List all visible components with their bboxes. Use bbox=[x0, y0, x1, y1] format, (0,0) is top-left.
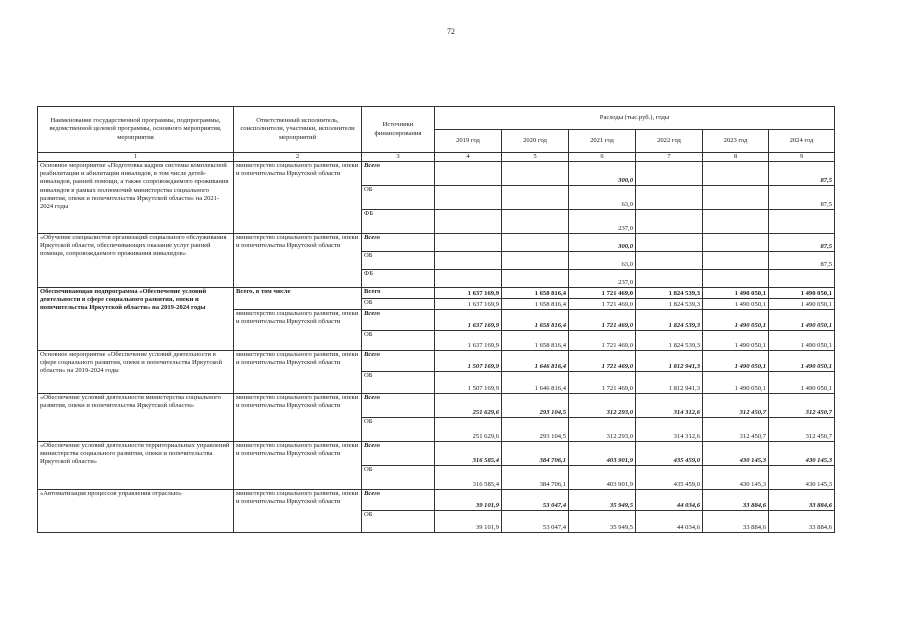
header-year: 2024 год bbox=[769, 130, 835, 153]
column-number: 3 bbox=[362, 153, 435, 162]
value-cell: 53 047,4 bbox=[502, 511, 569, 533]
value-cell: 237,0 bbox=[569, 270, 636, 288]
source-cell: Всего bbox=[362, 162, 435, 186]
value-cell: 300,0 bbox=[569, 162, 636, 186]
header-year: 2020 год bbox=[502, 130, 569, 153]
value-cell: 293 104,5 bbox=[502, 394, 569, 418]
source-cell: ОБ bbox=[362, 466, 435, 490]
source-cell: ОБ bbox=[362, 252, 435, 270]
value-cell: 1 812 941,3 bbox=[636, 372, 703, 394]
row-name: Обеспечивающая подпрограмма «Обеспечение условий деятельности в сфере социального развития, опеки и попечительства Иркутской области» на 2019-2024 годы bbox=[38, 288, 234, 351]
column-number: 8 bbox=[703, 153, 769, 162]
value-cell bbox=[703, 186, 769, 210]
column-number: 1 bbox=[38, 153, 234, 162]
value-cell bbox=[636, 234, 703, 252]
value-cell: 403 901,9 bbox=[569, 442, 636, 466]
value-cell bbox=[502, 252, 569, 270]
row-executor: министерство социального развития, опеки и попечительства Иркутской области bbox=[234, 442, 362, 490]
value-cell: 384 706,1 bbox=[502, 442, 569, 466]
header-source: Источники финансирования bbox=[362, 107, 435, 153]
value-cell: 312 450,7 bbox=[769, 418, 835, 442]
value-cell: 1 812 941,3 bbox=[636, 351, 703, 372]
value-cell: 1 637 169,9 bbox=[435, 331, 502, 351]
value-cell bbox=[502, 234, 569, 252]
value-cell: 1 721 469,0 bbox=[569, 372, 636, 394]
value-cell: 1 658 816,4 bbox=[502, 310, 569, 331]
value-cell: 293 104,5 bbox=[502, 418, 569, 442]
source-cell: Всего bbox=[362, 234, 435, 252]
column-number: 4 bbox=[435, 153, 502, 162]
value-cell: 1 721 469,0 bbox=[569, 288, 636, 299]
row-executor: министерство социального развития, опеки и попечительства Иркутской области bbox=[234, 490, 362, 533]
source-cell: ОБ bbox=[362, 331, 435, 351]
page-number: 72 bbox=[447, 27, 455, 36]
value-cell: 1 637 169,9 bbox=[435, 288, 502, 299]
value-cell bbox=[435, 162, 502, 186]
table-row bbox=[38, 442, 835, 466]
header-executor: Ответственный исполнитель, соисполнители, участники, исполнители мероприятий bbox=[234, 107, 362, 153]
value-cell: 1 490 050,1 bbox=[703, 310, 769, 331]
value-cell bbox=[502, 270, 569, 288]
source-cell: ФБ bbox=[362, 210, 435, 234]
value-cell: 314 312,6 bbox=[636, 394, 703, 418]
header-year: 2023 год bbox=[703, 130, 769, 153]
value-cell bbox=[636, 162, 703, 186]
header-expenses: Расходы (тыс.руб.), годы bbox=[435, 107, 835, 130]
value-cell: 39 101,9 bbox=[435, 511, 502, 533]
value-cell bbox=[636, 270, 703, 288]
row-name: «Автоматизация процессов управления отраслью» bbox=[38, 490, 234, 533]
value-cell: 1 490 050,1 bbox=[769, 351, 835, 372]
value-cell: 1 490 050,1 bbox=[703, 331, 769, 351]
value-cell: 1 490 050,1 bbox=[769, 288, 835, 299]
row-name: Основное мероприятие «Подготовка кадров системы комплексной реабилитации и абилитации инвалидов, в том числе детей-инвалидов, ранней помощи, а также сопровождаемого проживания инвалидов в рамках полномочий министерства социального развития, опеки и попечительства Иркутской области» на 2021-2024 годы bbox=[38, 162, 234, 234]
value-cell bbox=[435, 234, 502, 252]
value-cell: 87,5 bbox=[769, 234, 835, 252]
row-executor-total: Всего, в том числе bbox=[234, 288, 362, 310]
value-cell: 1 824 539,3 bbox=[636, 310, 703, 331]
value-cell: 403 901,9 bbox=[569, 466, 636, 490]
value-cell: 300,0 bbox=[569, 234, 636, 252]
value-cell: 63,0 bbox=[569, 252, 636, 270]
value-cell bbox=[435, 270, 502, 288]
value-cell bbox=[636, 252, 703, 270]
column-number: 6 bbox=[569, 153, 636, 162]
row-executor: министерство социального развития, опеки и попечительства Иркутской области bbox=[234, 394, 362, 442]
value-cell: 1 490 050,1 bbox=[769, 310, 835, 331]
table-row bbox=[38, 234, 835, 252]
row-executor: министерство социального развития, опеки и попечительства Иркутской области bbox=[234, 310, 362, 351]
value-cell: 33 884,6 bbox=[703, 490, 769, 511]
value-cell: 87,5 bbox=[769, 186, 835, 210]
value-cell: 237,0 bbox=[569, 210, 636, 234]
value-cell bbox=[703, 210, 769, 234]
value-cell: 312 293,0 bbox=[569, 394, 636, 418]
value-cell: 35 949,5 bbox=[569, 490, 636, 511]
value-cell: 312 450,7 bbox=[703, 394, 769, 418]
value-cell: 1 646 816,4 bbox=[502, 372, 569, 394]
column-number: 2 bbox=[234, 153, 362, 162]
value-cell bbox=[435, 252, 502, 270]
value-cell: 430 145,3 bbox=[769, 442, 835, 466]
value-cell: 251 629,6 bbox=[435, 418, 502, 442]
value-cell: 1 637 169,9 bbox=[435, 310, 502, 331]
value-cell: 1 490 050,1 bbox=[703, 299, 769, 310]
value-cell bbox=[703, 162, 769, 186]
value-cell: 1 721 469,0 bbox=[569, 299, 636, 310]
value-cell: 1 507 169,9 bbox=[435, 351, 502, 372]
value-cell: 63,0 bbox=[569, 186, 636, 210]
value-cell: 1 490 050,1 bbox=[703, 351, 769, 372]
value-cell: 1 490 050,1 bbox=[703, 372, 769, 394]
value-cell: 39 101,9 bbox=[435, 490, 502, 511]
source-cell: Всего bbox=[362, 394, 435, 418]
value-cell: 316 585,4 bbox=[435, 442, 502, 466]
table-row bbox=[38, 288, 835, 299]
value-cell bbox=[502, 162, 569, 186]
header-name: Наименование государственной программы, подпрограммы, ведомственной целевой программы, основного мероприятия, мероприятия bbox=[38, 107, 234, 153]
value-cell: 87,5 bbox=[769, 162, 835, 186]
value-cell: 33 884,6 bbox=[703, 511, 769, 533]
value-cell bbox=[769, 270, 835, 288]
value-cell: 1 721 469,0 bbox=[569, 331, 636, 351]
source-cell: ОБ bbox=[362, 418, 435, 442]
value-cell: 1 824 539,3 bbox=[636, 288, 703, 299]
value-cell: 1 824 539,3 bbox=[636, 331, 703, 351]
value-cell: 316 585,4 bbox=[435, 466, 502, 490]
value-cell: 251 629,6 bbox=[435, 394, 502, 418]
value-cell: 312 293,0 bbox=[569, 418, 636, 442]
value-cell bbox=[502, 186, 569, 210]
value-cell: 87,5 bbox=[769, 252, 835, 270]
value-cell: 430 145,3 bbox=[703, 466, 769, 490]
value-cell: 384 706,1 bbox=[502, 466, 569, 490]
value-cell: 1 490 050,1 bbox=[703, 288, 769, 299]
table-row bbox=[38, 394, 835, 418]
value-cell: 1 658 816,4 bbox=[502, 288, 569, 299]
value-cell: 1 490 050,1 bbox=[769, 372, 835, 394]
value-cell: 312 450,7 bbox=[703, 418, 769, 442]
row-executor: министерство социального развития, опеки и попечительства Иркутской области bbox=[234, 234, 362, 288]
value-cell bbox=[502, 210, 569, 234]
value-cell: 1 646 816,4 bbox=[502, 351, 569, 372]
column-number: 7 bbox=[636, 153, 703, 162]
value-cell: 1 658 816,4 bbox=[502, 331, 569, 351]
value-cell: 44 034,6 bbox=[636, 490, 703, 511]
table-row bbox=[38, 490, 835, 511]
column-number: 9 bbox=[769, 153, 835, 162]
source-cell: ОБ bbox=[362, 299, 435, 310]
header-year: 2021 год bbox=[569, 130, 636, 153]
source-cell: ФБ bbox=[362, 270, 435, 288]
value-cell: 1 721 469,0 bbox=[569, 351, 636, 372]
source-cell: Всего bbox=[362, 351, 435, 372]
value-cell: 1 507 169,9 bbox=[435, 372, 502, 394]
header-year: 2019 год bbox=[435, 130, 502, 153]
row-name: «Обучение специалистов организаций социального обслуживания Иркутской области, обеспечивающих оказание услуг ранней помощи, сопровождаемого проживания инвалидов» bbox=[38, 234, 234, 288]
value-cell: 435 459,0 bbox=[636, 466, 703, 490]
source-cell: ОБ bbox=[362, 511, 435, 533]
budget-table-container bbox=[37, 106, 834, 533]
source-cell: ОБ bbox=[362, 186, 435, 210]
value-cell: 314 312,6 bbox=[636, 418, 703, 442]
value-cell: 53 047,4 bbox=[502, 490, 569, 511]
value-cell bbox=[636, 210, 703, 234]
value-cell: 1 824 539,3 bbox=[636, 299, 703, 310]
header-year: 2022 год bbox=[636, 130, 703, 153]
value-cell: 1 721 469,0 bbox=[569, 310, 636, 331]
row-executor: министерство социального развития, опеки и попечительства Иркутской области bbox=[234, 351, 362, 394]
row-name: «Обеспечение условий деятельности министерства социального развития, опеки и попечительства Иркутской области» bbox=[38, 394, 234, 442]
source-cell: Всего bbox=[362, 288, 435, 299]
value-cell: 35 949,5 bbox=[569, 511, 636, 533]
value-cell bbox=[435, 186, 502, 210]
table-row bbox=[38, 162, 835, 186]
row-name: «Обеспечение условий деятельности территориальных управлений министерства социального развития, опеки и попечительства Иркутской области» bbox=[38, 442, 234, 490]
value-cell: 435 459,0 bbox=[636, 442, 703, 466]
value-cell: 1 490 050,1 bbox=[769, 299, 835, 310]
source-cell: Всего bbox=[362, 490, 435, 511]
value-cell: 33 884,6 bbox=[769, 490, 835, 511]
value-cell bbox=[636, 186, 703, 210]
value-cell: 1 658 816,4 bbox=[502, 299, 569, 310]
value-cell bbox=[703, 234, 769, 252]
value-cell: 1 490 050,1 bbox=[769, 331, 835, 351]
row-executor: министерство социального развития, опеки и попечительства Иркутской области bbox=[234, 162, 362, 234]
value-cell: 312 450,7 bbox=[769, 394, 835, 418]
value-cell: 33 884,6 bbox=[769, 511, 835, 533]
value-cell: 1 637 169,9 bbox=[435, 299, 502, 310]
value-cell: 430 145,3 bbox=[769, 466, 835, 490]
budget-table bbox=[37, 106, 835, 533]
value-cell bbox=[703, 252, 769, 270]
value-cell: 44 034,6 bbox=[636, 511, 703, 533]
row-name: Основное мероприятие «Обеспечение условий деятельности в сфере социального развития, опеки и попечительства Иркутской области» на 2019-2024 годы bbox=[38, 351, 234, 394]
column-number-row bbox=[38, 153, 835, 162]
value-cell bbox=[703, 270, 769, 288]
source-cell: Всего bbox=[362, 310, 435, 331]
source-cell: ОБ bbox=[362, 372, 435, 394]
value-cell bbox=[769, 210, 835, 234]
value-cell bbox=[435, 210, 502, 234]
column-number: 5 bbox=[502, 153, 569, 162]
value-cell: 430 145,3 bbox=[703, 442, 769, 466]
table-row bbox=[38, 351, 835, 372]
source-cell: Всего bbox=[362, 442, 435, 466]
